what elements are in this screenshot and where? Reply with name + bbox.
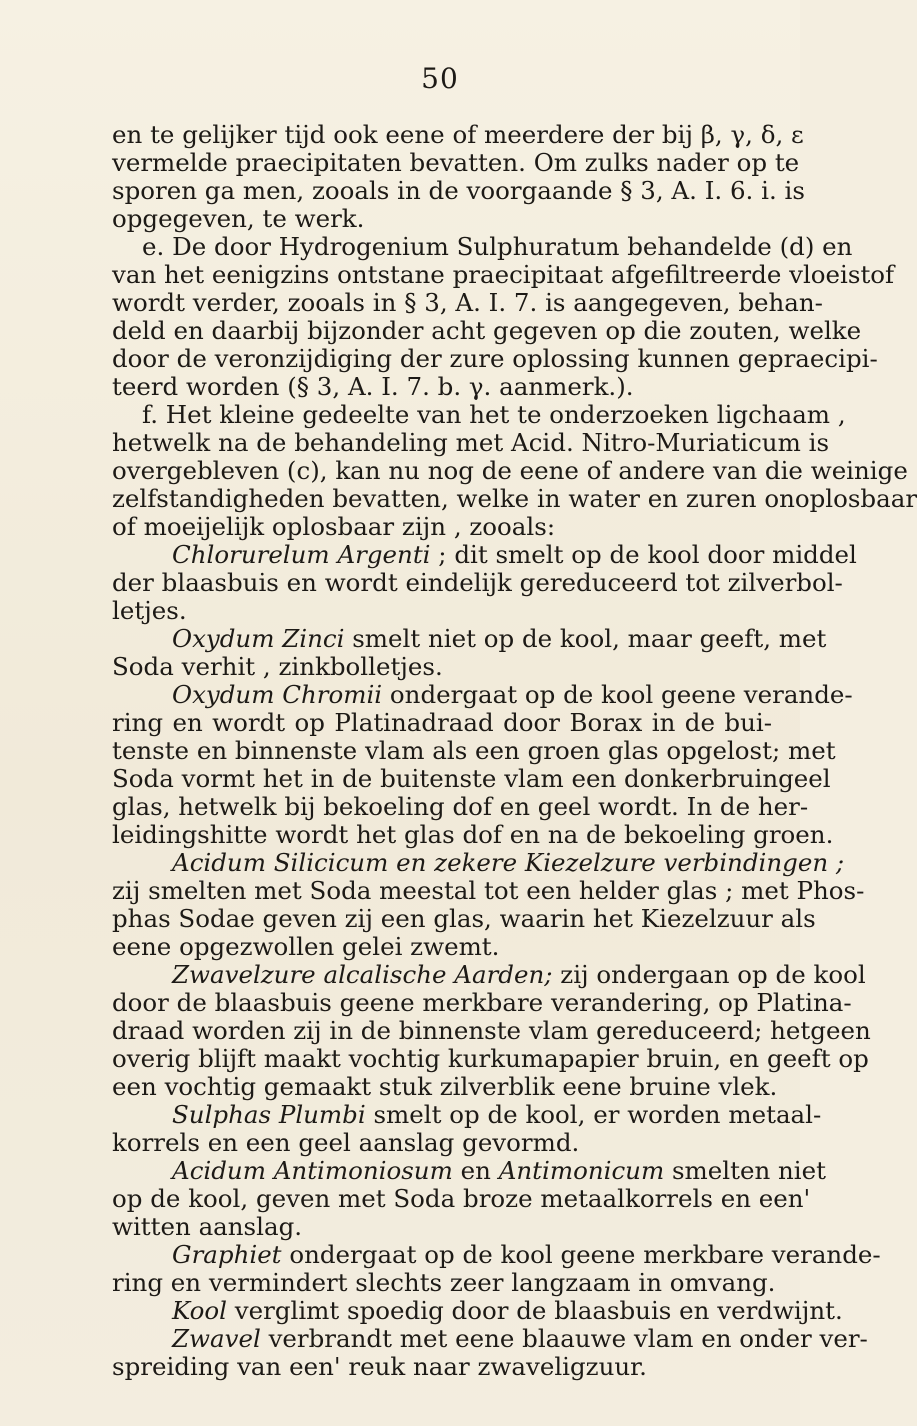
line-text: f. Het kleine gedeelte van het te onderzoeken ligchaam , bbox=[142, 400, 846, 429]
line-text: ring en vermindert slechts zeer langzaam in omvang. bbox=[112, 1268, 776, 1297]
line-text: verglimt spoedig door de blaasbuis en verdwijnt. bbox=[226, 1296, 843, 1325]
line-text: vermelde praecipitaten bevatten. Om zulks nader op te bbox=[112, 148, 800, 177]
line-text: en te gelijker tijd ook eene of meerdere der bij β, γ, δ, ε bbox=[112, 120, 804, 149]
text-line bbox=[112, 904, 816, 933]
line-text: glas, hetwelk bij bekoeling dof en geel wordt. In de her- bbox=[112, 792, 809, 821]
line-text: tenste en binnenste vlam als een groen glas opgelost; met bbox=[112, 736, 836, 765]
text-line bbox=[112, 1016, 871, 1045]
text-line bbox=[112, 1324, 868, 1353]
line-text: of moeijelijk oplosbaar zijn , zooals: bbox=[112, 512, 556, 541]
text-line bbox=[112, 120, 804, 149]
text-line bbox=[112, 848, 845, 877]
line-text: spreiding van een' reuk naar zwaveligzuur. bbox=[112, 1352, 647, 1381]
line-text: phas Sodae geven zij een glas, waarin het Kiezelzuur als bbox=[112, 904, 816, 933]
page-number: 50 bbox=[421, 62, 459, 95]
text-line bbox=[112, 1129, 772, 1157]
line-text: smelt op de kool, er worden metaal- bbox=[365, 1100, 822, 1129]
substance-name: Oxydum Chromii bbox=[172, 680, 383, 709]
line-text: zij ondergaan op de kool bbox=[552, 960, 866, 989]
text-line bbox=[112, 792, 809, 821]
text-line bbox=[112, 260, 895, 289]
line-text: smelt niet op de kool, maar geeft, met bbox=[344, 624, 827, 653]
line-text: smelten niet bbox=[664, 1156, 826, 1185]
substance-name: Zwavel bbox=[172, 1324, 261, 1353]
text-line bbox=[112, 148, 800, 177]
line-text: op de kool, geven met Soda broze metaalkorrels en een' bbox=[112, 1184, 811, 1213]
line-text: van het eenigzins ontstane praecipitaat afgefiltreerde vloeistof bbox=[112, 260, 895, 289]
substance-name: Kool bbox=[172, 1296, 227, 1325]
line-text: opgegeven, te werk. bbox=[112, 204, 365, 233]
text-line bbox=[112, 1240, 881, 1269]
text-line bbox=[112, 876, 865, 905]
text-line bbox=[112, 1268, 776, 1297]
substance-name: Oxydum Zinci bbox=[172, 624, 345, 653]
text-line bbox=[112, 988, 852, 1017]
text-line bbox=[112, 232, 853, 261]
substance-name: Acidum Silicicum en zekere Kiezelzure verbindingen ; bbox=[172, 848, 845, 877]
line-text: der blaasbuis en wordt eindelijk gereduceerd tot zilverbol- bbox=[112, 568, 843, 597]
text-line bbox=[112, 597, 772, 625]
line-text: ondergaat op de kool geene verande- bbox=[382, 680, 853, 709]
line-text: e. De door Hydrogenium Sulphuratum behandelde (d) en bbox=[142, 232, 853, 261]
text-line bbox=[112, 373, 772, 401]
text-line bbox=[112, 960, 866, 989]
substance-name: Antimonicum bbox=[498, 1156, 665, 1185]
text-line bbox=[112, 205, 772, 233]
line-text: zelfstandigheden bevatten, welke in water en zuren onoplosbaar bbox=[112, 484, 917, 513]
body-text bbox=[112, 120, 917, 1381]
line-text: draad worden zij in de binnenste vlam gereduceerd; hetgeen bbox=[112, 1016, 871, 1045]
text-line bbox=[112, 513, 772, 541]
line-text: leidingshitte wordt het glas dof en na de bekoeling groen. bbox=[112, 820, 834, 849]
line-text: zij smelten met Soda meestal tot een helder glas ; met Phos- bbox=[112, 876, 865, 905]
text-line bbox=[112, 624, 827, 653]
line-text: witten aanslag. bbox=[112, 1212, 303, 1241]
text-line bbox=[112, 1072, 778, 1101]
text-line bbox=[112, 1044, 869, 1073]
line-text: letjes. bbox=[112, 596, 187, 625]
line-text: Soda vormt het in de buitenste vlam een donkerbruingeel bbox=[112, 764, 831, 793]
line-text: door de veronzijdiging der zure oplossing kunnen gepraecipi- bbox=[112, 344, 878, 373]
text-line bbox=[112, 540, 857, 569]
text-line bbox=[112, 709, 772, 737]
line-text: door de blaasbuis geene merkbare verandering, op Platina- bbox=[112, 988, 852, 1017]
text-line bbox=[112, 1296, 843, 1325]
text-line bbox=[112, 568, 843, 597]
line-text: eene opgezwollen gelei zwemt. bbox=[112, 932, 500, 961]
line-text: ring en wordt op Platinadraad door Borax in de bui- bbox=[112, 708, 772, 737]
text-line bbox=[112, 484, 917, 513]
text-line bbox=[112, 820, 834, 849]
line-text: sporen ga men, zooals in de voorgaande § 3, A. I. 6. i. is bbox=[112, 176, 805, 205]
substance-name: Graphiet bbox=[172, 1240, 282, 1269]
line-text: Soda verhit , zinkbolletjes. bbox=[112, 652, 443, 681]
substance-name: Zwavelzure alcalische Aarden; bbox=[172, 960, 553, 989]
text-line bbox=[112, 428, 830, 457]
text-line bbox=[112, 400, 846, 429]
text-line bbox=[112, 288, 823, 317]
text-line bbox=[112, 176, 805, 205]
line-text: korrels en een geel aanslag gevormd. bbox=[112, 1128, 580, 1157]
line-text: een vochtig gemaakt stuk zilverblik eene bruine vlek. bbox=[112, 1072, 778, 1101]
line-text: verbrandt met eene blaauwe vlam en onder ver- bbox=[260, 1324, 868, 1353]
text-line bbox=[112, 456, 908, 485]
text-line bbox=[112, 1100, 822, 1129]
line-text: wordt verder, zooals in § 3, A. I. 7. is aangegeven, behan- bbox=[112, 288, 823, 317]
line-text: overig blijft maakt vochtig kurkumapapier bruin, en geeft op bbox=[112, 1044, 869, 1073]
line-text: hetwelk na de behandeling met Acid. Nitro-Muriaticum is bbox=[112, 428, 830, 457]
text-line bbox=[112, 1156, 826, 1185]
text-line bbox=[112, 933, 772, 961]
substance-name: Acidum Antimoniosum bbox=[172, 1156, 453, 1185]
text-line bbox=[112, 1353, 772, 1381]
substance-name: Chlorurelum Argenti bbox=[172, 540, 431, 569]
line-text: deld en daarbij bijzonder acht gegeven op die zouten, welke bbox=[112, 316, 862, 345]
line-text: overgebleven (c), kan nu nog de eene of andere van die weinige bbox=[112, 456, 908, 485]
line-text: ; dit smelt op de kool door middel bbox=[430, 540, 857, 569]
substance-name: Sulphas Plumbi bbox=[172, 1100, 366, 1129]
text-line bbox=[112, 764, 831, 793]
text-line bbox=[112, 680, 853, 709]
text-line bbox=[112, 1213, 772, 1241]
text-line bbox=[112, 736, 836, 765]
text-line bbox=[112, 1184, 811, 1213]
text-line bbox=[112, 316, 862, 345]
line-text: ondergaat op de kool geene merkbare verande- bbox=[281, 1240, 881, 1269]
line-text: en bbox=[452, 1156, 499, 1185]
text-line bbox=[112, 344, 878, 373]
line-text: teerd worden (§ 3, A. I. 7. b. γ. aanmerk.). bbox=[112, 372, 634, 401]
text-line bbox=[112, 653, 772, 681]
